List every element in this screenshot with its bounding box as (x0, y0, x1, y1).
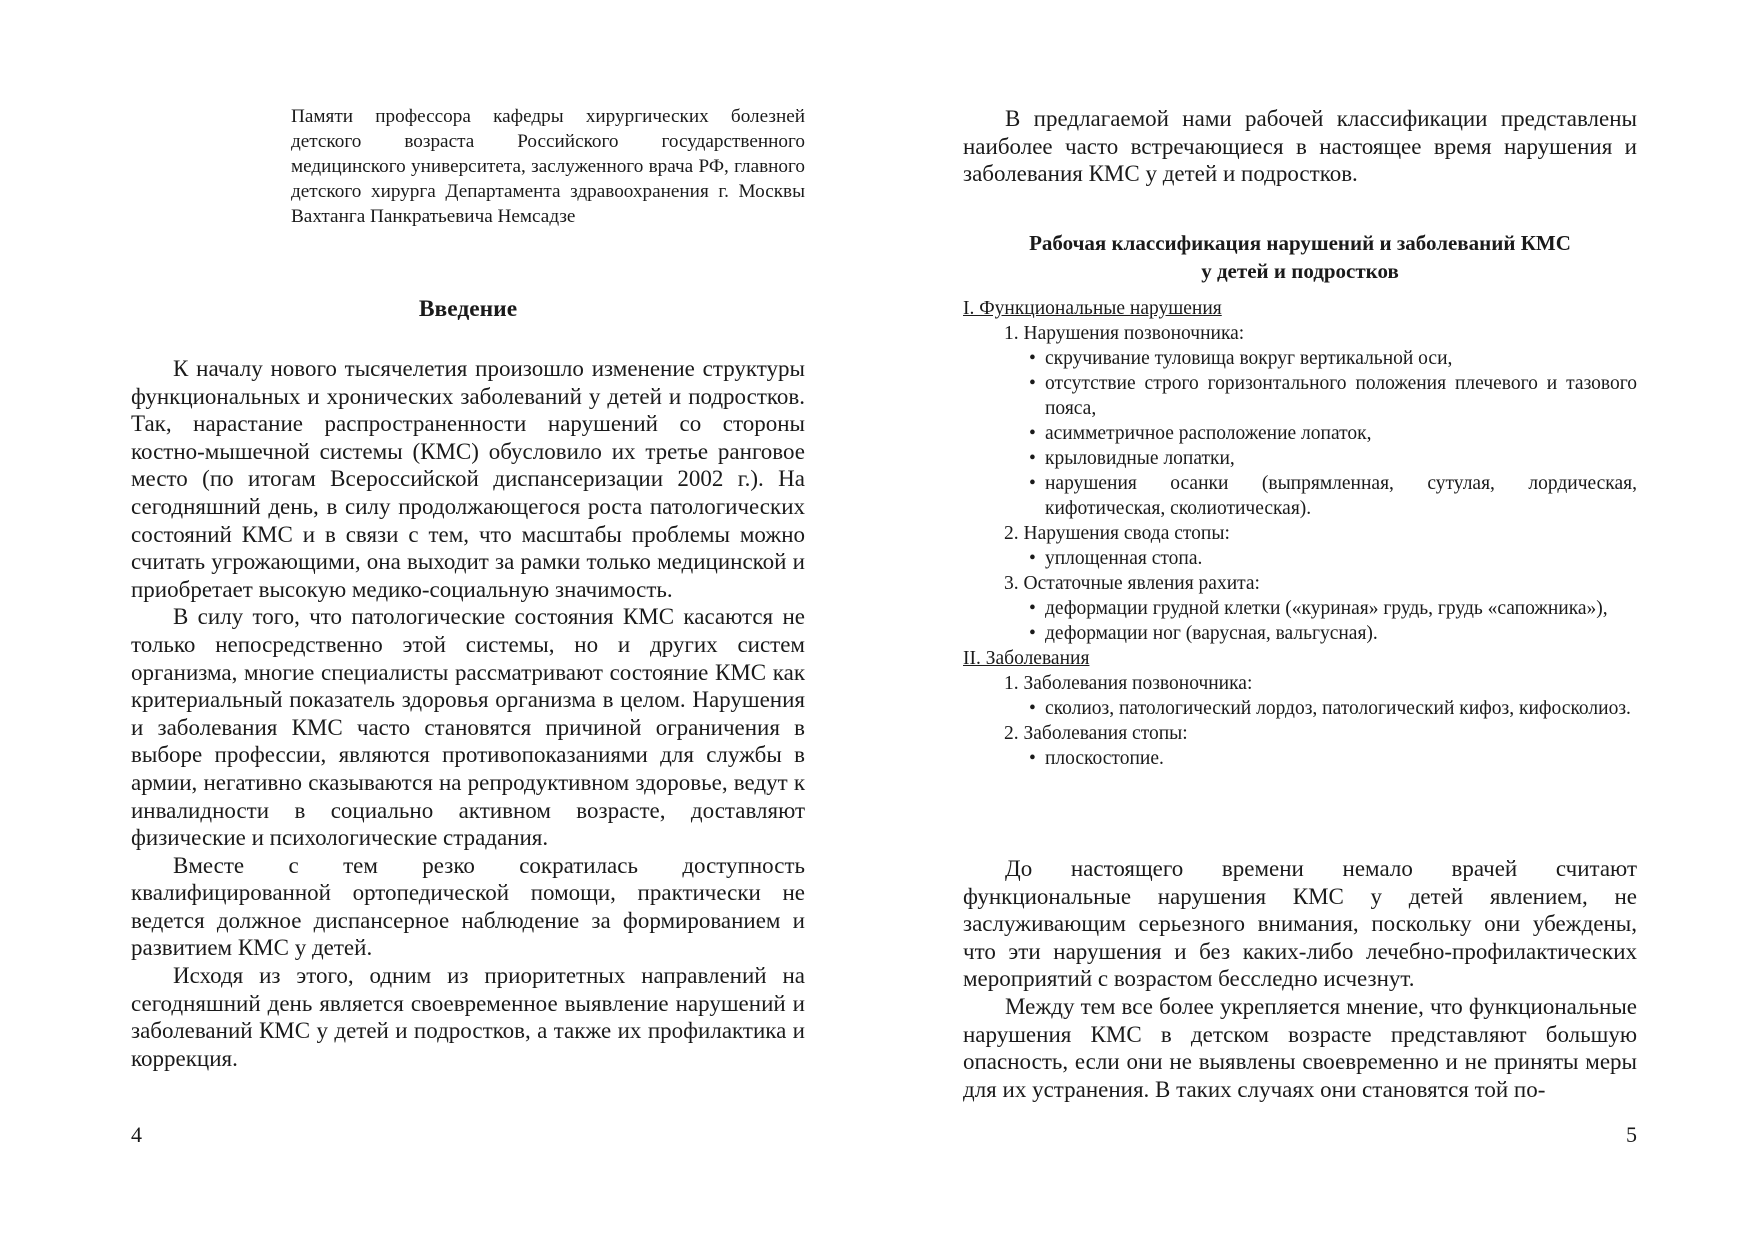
classification-subitem: 3. Остаточные явления рахита: (1004, 573, 1260, 594)
right-intro-text (963, 105, 1637, 188)
right-page (963, 0, 1637, 1240)
classification-bullet: • уплощенная стопа. (963, 546, 1637, 571)
dedication: Памяти профессора кафедры хирургических болезней детского возраста Российского государственного медицинского университета, заслуженного врача РФ, главного детского хирурга Департамента здравоохранения г. Москвы Вахтанга Панкратьевича Немсадзе (291, 106, 805, 227)
paragraph: Исходя из этого, одним из приоритетных направлений на сегодняшний день является своевременное выявление нарушений и заболеваний КМС у детей и подростков, а также их профилактика и коррекция. (131, 963, 805, 1071)
classification-section: II. Заболевания (963, 648, 1090, 669)
paragraph: В предлагаемой нами рабочей классификации представлены наиболее часто встречающиеся в настоящее время нарушения и заболевания КМС у детей и подростков. (963, 106, 1637, 187)
classification-list (963, 296, 1637, 771)
classification-bullet: • сколиоз, патологический лордоз, патологический кифоз, кифосколиоз. (963, 696, 1637, 721)
left-body-text (131, 355, 805, 1072)
classification-subitem: 2. Заболевания стопы: (1004, 723, 1188, 744)
classification-subitem: 1. Заболевания позвоночника: (1004, 673, 1253, 694)
classification-title-line2: у детей и подростков (1201, 259, 1399, 283)
page-number-right: 5 (1626, 1122, 1637, 1147)
page-number-left: 4 (131, 1122, 142, 1147)
classification-bullet: • плоскостопие. (963, 746, 1637, 771)
classification-subitem: 2. Нарушения свода стопы: (1004, 523, 1230, 544)
left-page (131, 0, 805, 1240)
classification-bullet: • асимметричное расположение лопаток, (963, 421, 1637, 446)
classification-bullet: • деформации ног (варусная, вальгусная). (963, 621, 1637, 646)
classification-bullet: • нарушения осанки (выпрямленная, сутулая, лордическая, кифотическая, сколиотическая). (963, 471, 1637, 521)
paragraph: Вместе с тем резко сократилась доступность квалифицированной ортопедической помощи, практически не ведется должное диспансерное наблюдение за формированием и развитием КМС у детей. (131, 852, 805, 961)
classification-bullet: • скручивание туловища вокруг вертикальной оси, (963, 346, 1637, 371)
paragraph: До настоящего времени немало врачей считают функциональные нарушения КМС у детей явлением, не заслуживающим серьезного внимания, поскольку они убеждены, что эти нарушения и без каких-либо лечебно-профилактических мероприятий с возрастом бесследно исчезнут. (963, 856, 1637, 992)
introduction-heading: Введение (418, 296, 518, 322)
classification-subitem: 1. Нарушения позвоночника: (1004, 323, 1245, 344)
paragraph: В силу того, что патологические состояния КМС касаются не только непосредственно этой системы, но и других систем организма, многие специалисты рассматривают состояние КМС как критериальный показатель здоровья организма в целом. Нарушения и заболевания КМС часто становятся причиной ограничения в выборе профессии, являются противопоказаниями для службы в армии, негативно сказываются на репродуктивном здоровье, ведут к инвалидности в социально активном возрасте, доставляют физические и психологические страдания. (131, 604, 805, 851)
classification-bullet: • крыловидные лопатки, (963, 446, 1637, 471)
paragraph: Между тем все более укрепляется мнение, что функциональные нарушения КМС в детском возрасте представляют большую опасность, если они не выявлены своевременно и не приняты меры для их устранения. В таких случаях они становятся той по- (963, 993, 1637, 1102)
classification-bullet: • отсутствие строго горизонтального положения плечевого и тазового пояса, (963, 371, 1637, 421)
classification-title (963, 229, 1637, 285)
paragraph: К началу нового тысячелетия произошло изменение структуры функциональных и хронических заболеваний у детей и подростков. Так, нарастание распространенности нарушений со стороны костно-мышечной системы (КМС) обусловило их третье ранговое место (по итогам Всероссийской диспансеризации 2002 г.). На сегодняшний день, в силу продолжающегося роста патологических состояний КМС и в связи с тем, что масштабы проблемы можно считать угрожающими, она выходит за рамки только медицинской и приобретает высокую медико-социальную значимость. (131, 356, 805, 602)
classification-section: I. Функциональные нарушения (963, 298, 1222, 319)
right-body-text (963, 855, 1637, 1103)
classification-title-line1: Рабочая классификация нарушений и заболеваний КМС (1029, 231, 1571, 255)
classification-bullet: • деформации грудной клетки («куриная» грудь, грудь «сапожника»), (963, 596, 1637, 621)
